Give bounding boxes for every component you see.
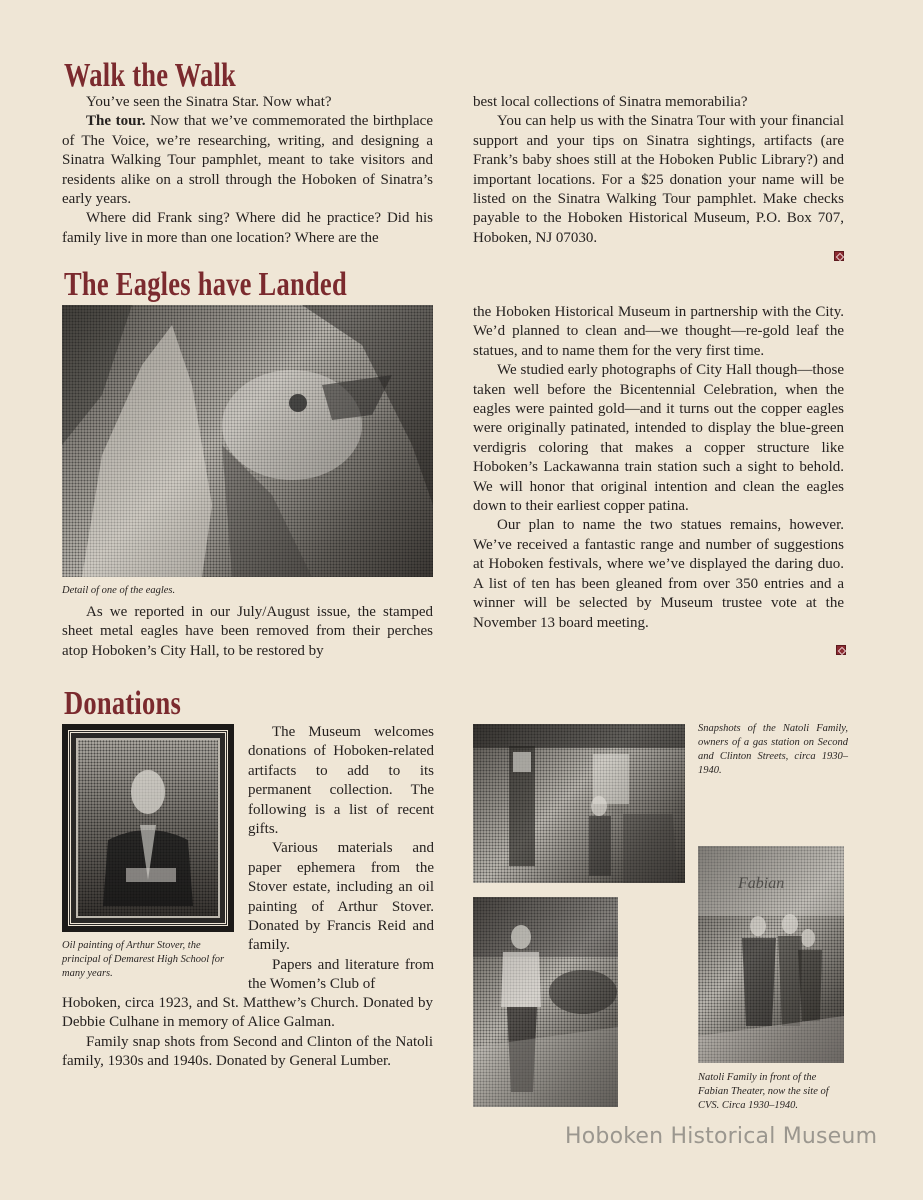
- walk-right-paragraph-1: best local collections of Sinatra memorabilia?: [473, 94, 748, 110]
- donations-heading: Donations: [64, 685, 182, 722]
- donations-paragraph-1: The Museum welcomes donations of Hoboken-related artifacts to add to its permanent collection. The following is a list of recent gifts.: [248, 724, 434, 838]
- eagles-right-paragraph-3: Our plan to name the two statues remains, however. We’ve received a fantastic range and number of suggestions at Hoboken festivals, where we’ve displayed the daring duo. A list of ten has been gleaned from over 350 entries and a winner will be selected by Museum trustee vote at the November 13 board meeting.: [473, 517, 844, 631]
- walk-right-paragraph-2: You can help us with the Sinatra Tour with your financial support and your tips on Sinatra sightings, artifacts (are Frank’s baby shoes still at the Hoboken Public Library?) and important locations. For a $25 donation your name will be listed on the Sinatra Walking Tour pamphlet. Make checks payable to the Hoboken Historical Museum, P.O. Box 707, Hoboken, NJ 07030.: [473, 113, 844, 246]
- walk-right-column: [473, 93, 844, 248]
- gas-station-photo: [473, 724, 685, 883]
- donations-paragraph-2: Various materials and paper ephemera from the Stover estate, including an oil painting of Arthur Stover. Donated by Francis Reid and family.: [248, 840, 434, 954]
- walk-tour-text: Now that we’ve commemorated the birthplace of The Voice, we’re researching, writing, and designing a Sinatra Walking Tour pamphlet, meant to take visitors and residents alike on a stroll through the Hoboken of Sinatra’s early years.: [62, 113, 433, 208]
- eagles-left-paragraph: As we reported in our July/August issue, the stamped sheet metal eagles have been removed from their perches atop Hoboken’s City Hall, to be restored by: [62, 604, 433, 659]
- gas-station-shapes: [473, 724, 685, 883]
- eagles-right-paragraph-1: the Hoboken Historical Museum in partnership with the City. We’d planned to clean and—we thought—re-gold leaf the statues, and to name them for the very first time.: [473, 304, 844, 359]
- end-marker-icon: [836, 645, 846, 655]
- walk-left-column: [62, 93, 433, 248]
- portrait-frame: [68, 730, 228, 926]
- walk-paragraph-3: Where did Frank sing? Where did he practice? Did his family live in more than one location? Where are the: [62, 210, 433, 246]
- eagles-right-column: [473, 303, 844, 633]
- donations-paragraph-4: Family snap shots from Second and Clinton of the Natoli family, 1930s and 1940s. Donated by General Lumber.: [62, 1033, 433, 1070]
- donations-narrow-column: [248, 723, 434, 995]
- walk-tour-paragraph: [62, 112, 433, 209]
- fabian-shapes: [698, 846, 844, 1063]
- eagles-left-column: [62, 603, 433, 661]
- fabian-caption: Natoli Family in front of the Fabian Theater, now the site of CVS. Circa 1930–1940.: [698, 1072, 829, 1111]
- walk-heading: Walk the Walk: [64, 57, 237, 94]
- portrait-image: [76, 738, 220, 918]
- eagle-shapes: [62, 305, 433, 577]
- natoli-man-shapes: [473, 897, 618, 1107]
- eagles-heading: The Eagles have Landed: [64, 266, 347, 303]
- walk-intro: You’ve seen the Sinatra Star. Now what?: [86, 94, 332, 110]
- donations-paragraph-3-top: Papers and literature from the Women’s Club of: [248, 956, 434, 993]
- eagles-right-paragraph-2: We studied early photographs of City Hall though—those taken well before the Bicentennial Celebration, when the eagles were painted gold—and it turns out the copper eagles were originally patinated, intended to display the blue-green verdigris coloring that makes a copper structure like Hoboken’s Lackawanna train station such a sight to behold. We will honor that original intention and clean the eagles down to their earliest copper patina.: [473, 362, 844, 515]
- natoli-man-photo: [473, 897, 618, 1107]
- stover-portrait: [62, 724, 234, 932]
- eagle-photo-caption: Detail of one of the eagles.: [62, 585, 176, 596]
- portrait-figure: [78, 740, 218, 906]
- walk-tour-label: The tour.: [86, 113, 146, 130]
- portrait-caption: Oil painting of Arthur Stover, the principal of Demarest High School for many years.: [62, 940, 225, 979]
- museum-watermark: Hoboken Historical Museum: [565, 1124, 878, 1149]
- eagle-photo: [62, 305, 433, 577]
- end-marker-icon: [834, 251, 844, 261]
- fabian-theater-photo: [698, 846, 844, 1063]
- gas-station-caption: Snapshots of the Natoli Family, owners of a gas station on Second and Clinton Streets, circa 1930–1940.: [698, 723, 848, 776]
- donations-paragraph-3-bottom: Hoboken, circa 1923, and St. Matthew’s Church. Donated by Debbie Culhane in memory of Alice Galman.: [62, 995, 433, 1031]
- donations-wide-column: [62, 994, 433, 1072]
- fabian-sign: Fabian: [738, 875, 785, 892]
